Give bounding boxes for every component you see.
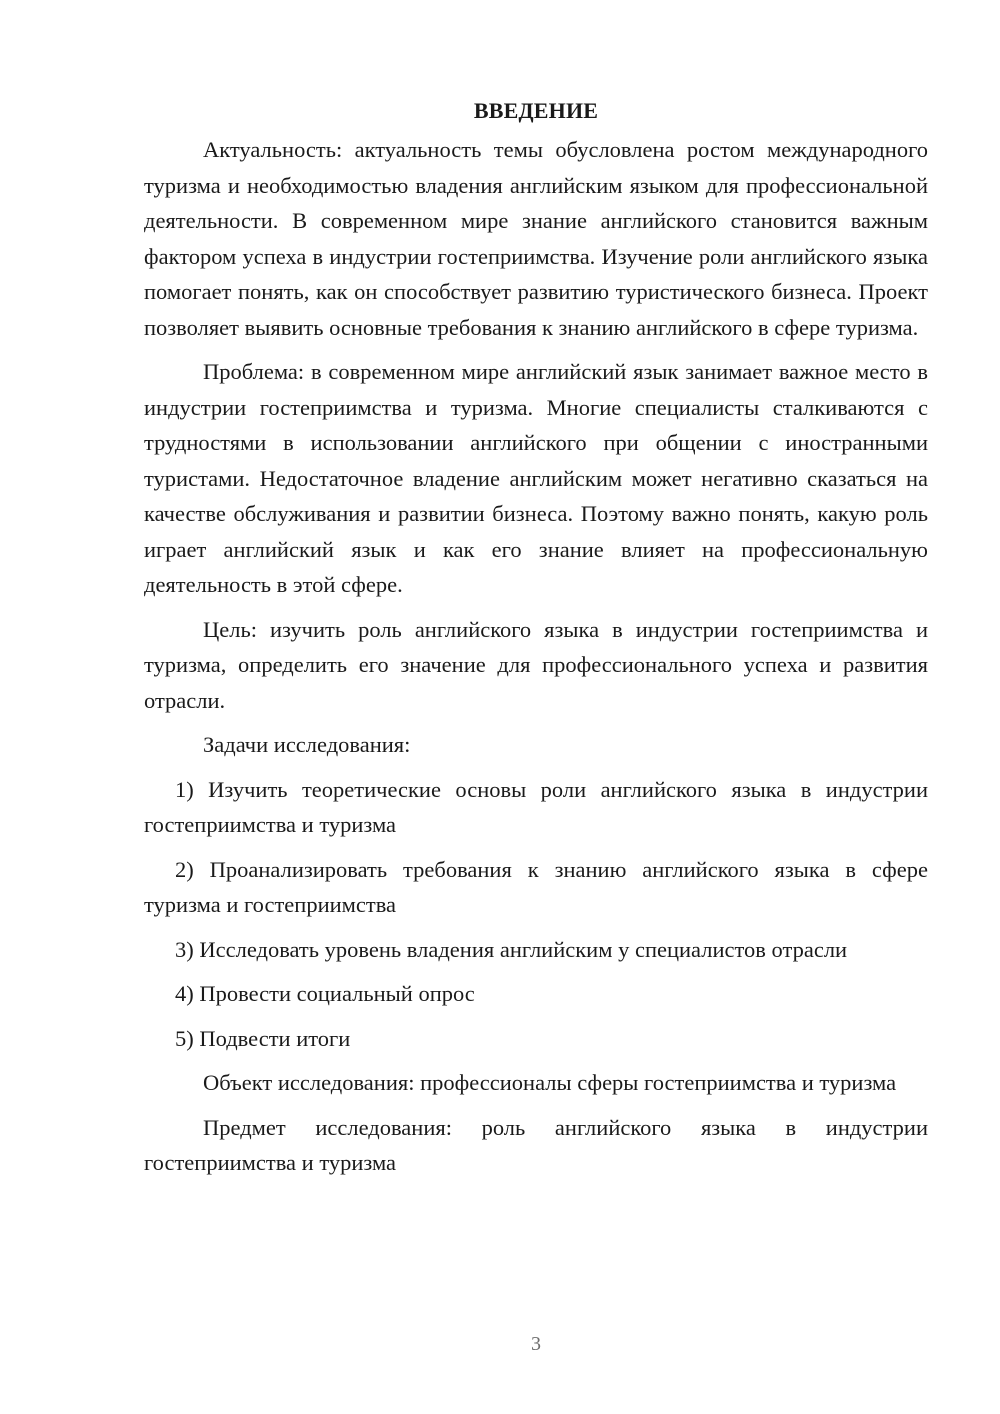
task-item-1: 1) Изучить теоретические основы роли английского языка в индустрии гостеприимства и туризма xyxy=(144,776,928,837)
research-object-paragraph: Объект исследования: профессионалы сферы гостеприимства и туризма xyxy=(203,1070,897,1095)
task-item-5: 5) Подвести итоги xyxy=(175,1025,351,1051)
tasks-heading: Задачи исследования: xyxy=(203,732,411,757)
problem-paragraph: Проблема: в современном мире английский язык занимает важное место в индустрии гостеприимства и туризма. Многие специалисты сталкиваются с трудностями в использовании английского при общении с иностранными туристами. Недостаточное владение английским может негативно сказаться на качестве обслуживания и развитии бизнеса. Поэтому важно понять, какую роль играет английский язык и как его знание влияет на профессиональную деятельность в этой сфере. xyxy=(144,359,928,597)
research-subject-paragraph: Предмет исследования: роль английского языка в индустрии гостеприимства и туризма xyxy=(144,1114,928,1175)
document-page xyxy=(144,93,928,1190)
page-number: 3 xyxy=(531,1333,541,1355)
task-item-2: 2) Проанализировать требования к знанию английского языка в сфере туризма и гостеприимства xyxy=(144,856,928,917)
goal-paragraph: Цель: изучить роль английского языка в индустрии гостеприимства и туризма, определить его значение для профессионального успеха и развития отрасли. xyxy=(144,616,928,713)
task-item-4: 4) Провести социальный опрос xyxy=(175,981,475,1006)
page-title: ВВЕДЕНИЕ xyxy=(473,98,599,123)
relevance-paragraph: Актуальность: актуальность темы обусловлена ростом международного туризма и необходимостью владения английским языком для профессиональной деятельности. В современном мире знание английского становится важным фактором успеха в индустрии гостеприимства. Изучение роли английского языка помогает понять, как он способствует развитию туристического бизнеса. Проект позволяет выявить основные требования к знанию английского в сфере туризма. xyxy=(144,137,928,340)
task-item-3: 3) Исследовать уровень владения английским у специалистов отрасли xyxy=(175,936,848,962)
